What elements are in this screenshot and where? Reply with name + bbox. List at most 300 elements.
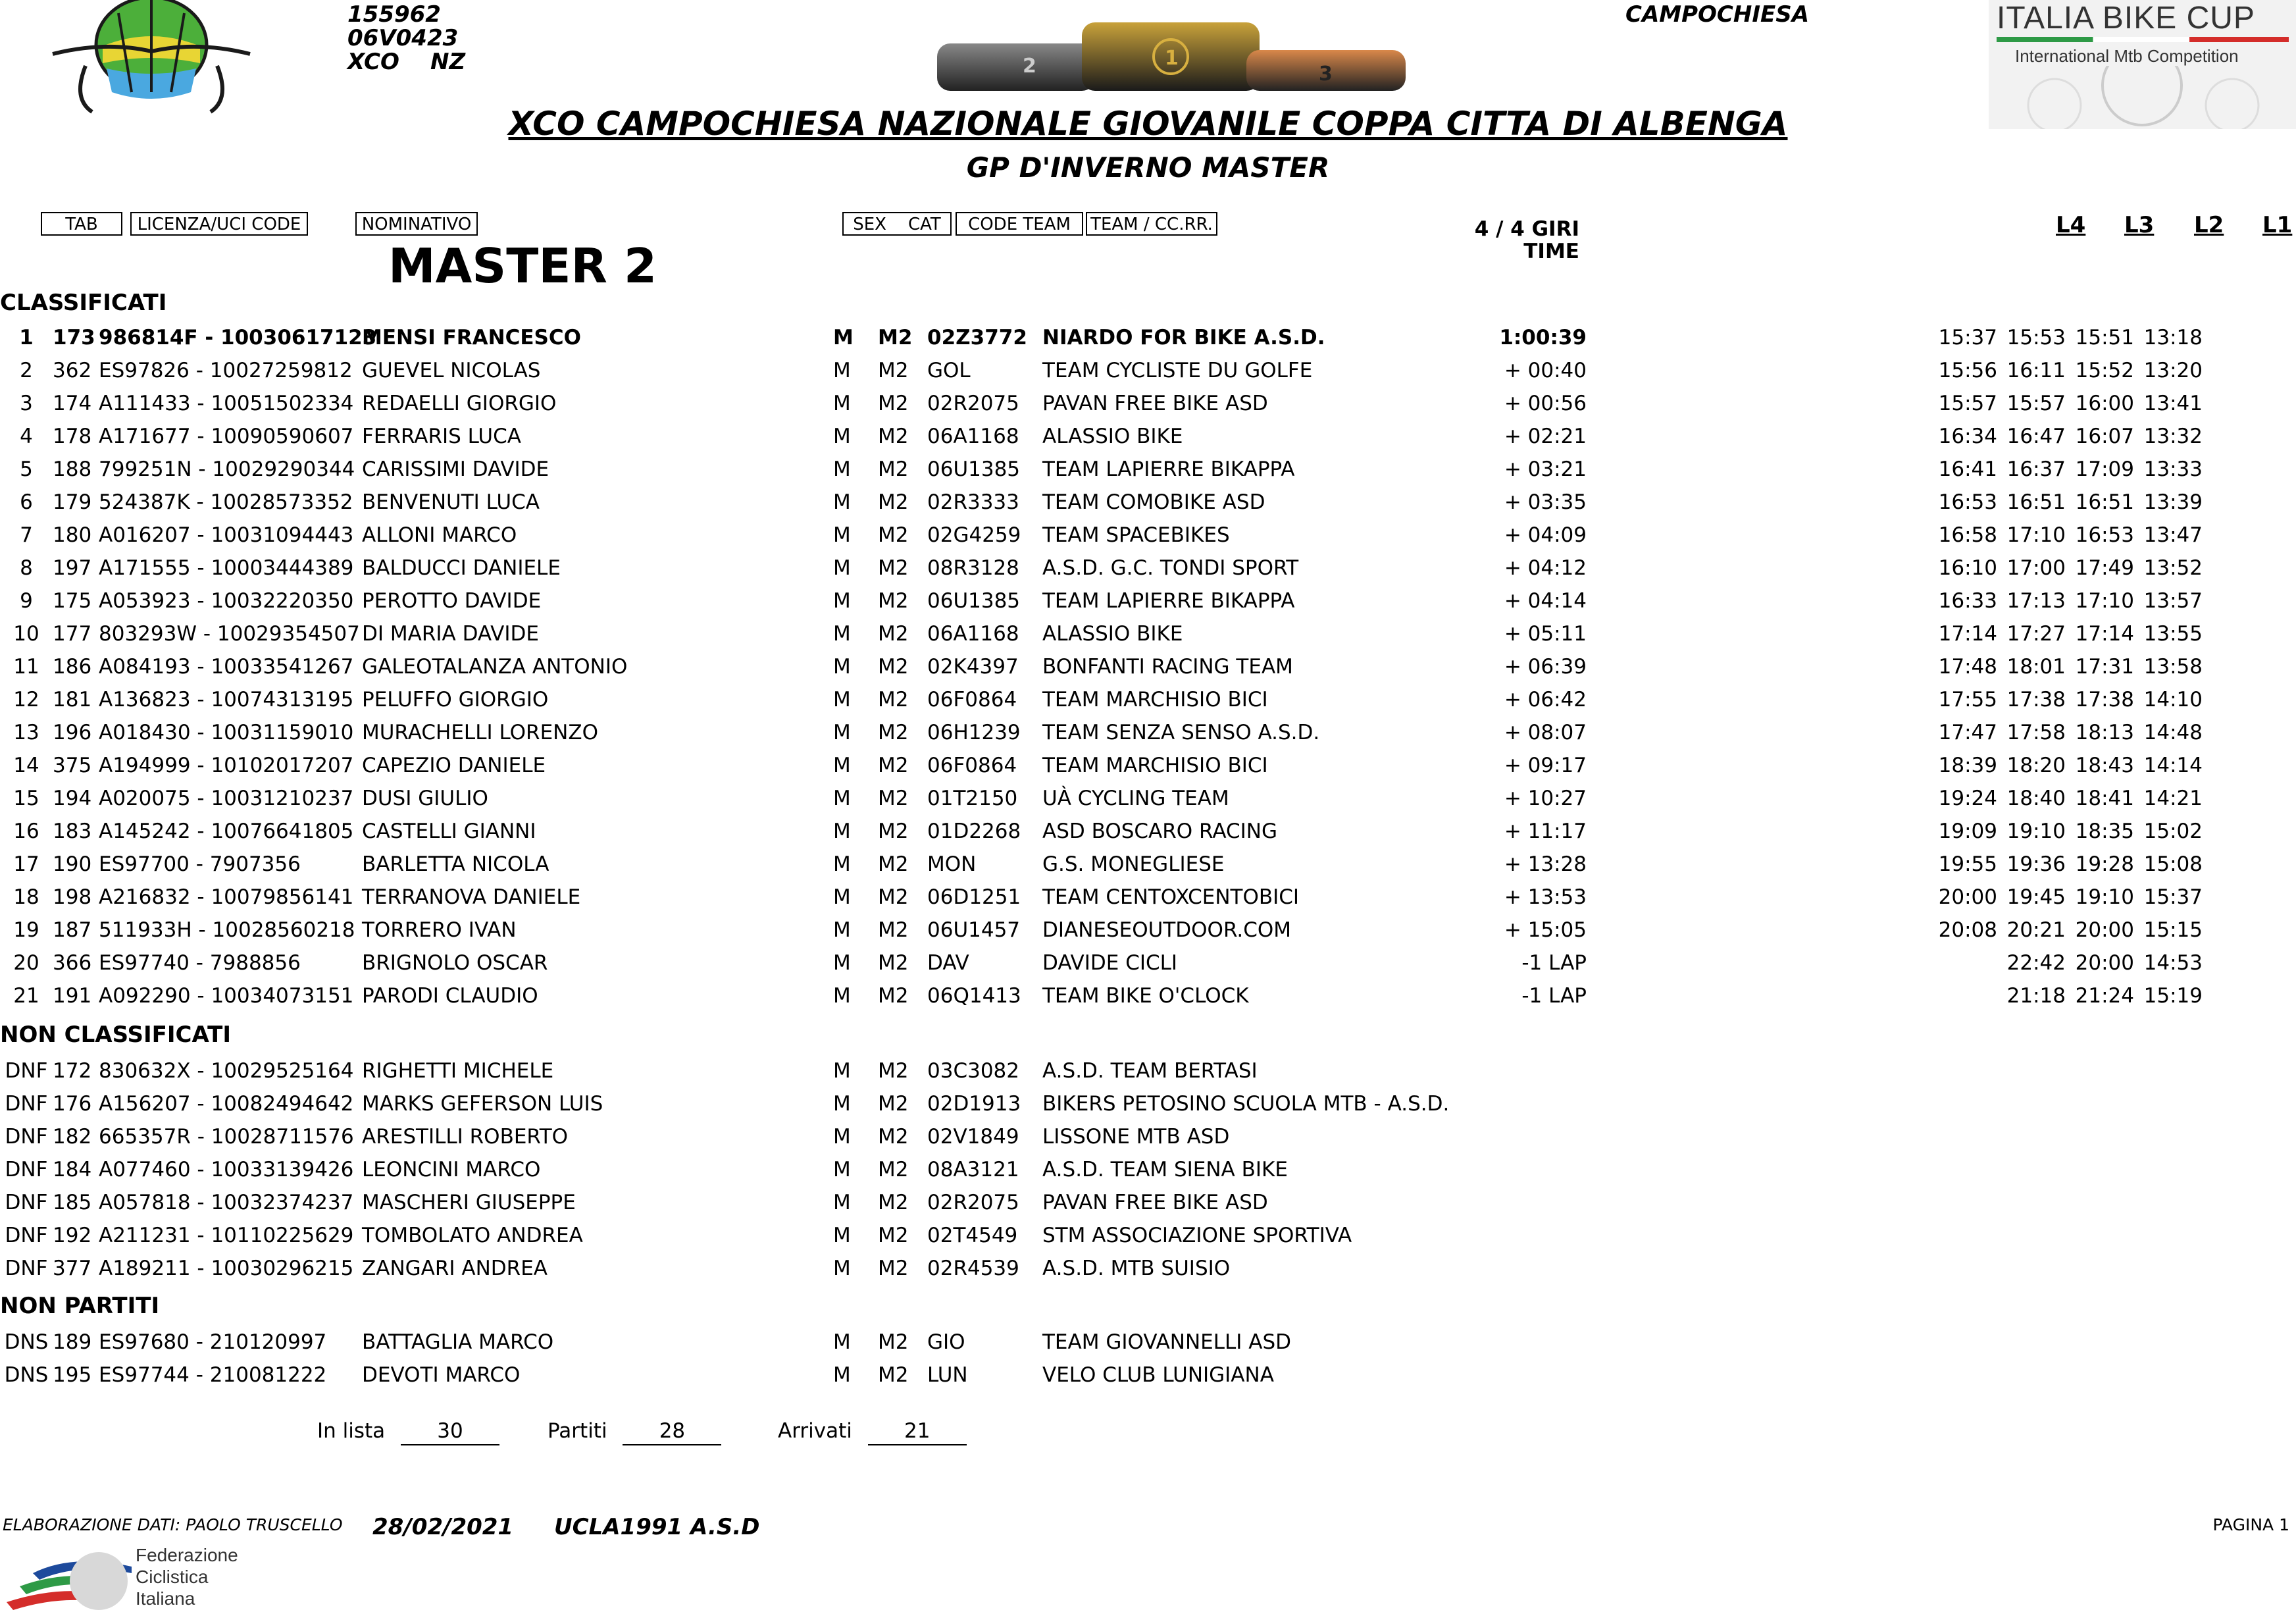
- lap-time: 17:47: [1938, 721, 1997, 744]
- rider-name: MENSI FRANCESCO: [362, 326, 581, 350]
- licence: A084193 - 10033541267: [99, 655, 354, 679]
- lap-time: 19:45: [2006, 885, 2066, 909]
- rider-name: BARLETTA NICOLA: [362, 852, 549, 876]
- position: 3: [20, 392, 33, 415]
- lap-time: 15:02: [2143, 819, 2203, 843]
- team-code: 06F0864: [927, 754, 1017, 777]
- sex: M: [833, 1257, 851, 1280]
- team-name: ALASSIO BIKE: [1042, 622, 1183, 646]
- position: 13: [13, 721, 39, 744]
- sex: M: [833, 1059, 851, 1083]
- team-name: TEAM CENTOXCENTOBICI: [1042, 885, 1300, 909]
- table-row: [0, 420, 2296, 453]
- table-row: [0, 1153, 2296, 1186]
- lap-time: 17:49: [2075, 556, 2134, 580]
- lap-time: 17:58: [2006, 721, 2066, 744]
- lap-time: 16:11: [2006, 359, 2066, 382]
- team-code: 01D2268: [927, 819, 1021, 843]
- lap-time: 13:55: [2143, 622, 2203, 646]
- category: M2: [878, 885, 909, 909]
- processing-credit: ELABORAZIONE DATI: PAOLO TRUSCELLO: [3, 1515, 343, 1534]
- position: 8: [20, 556, 33, 580]
- licence: A211231 - 10110225629: [99, 1224, 354, 1247]
- licence: A216832 - 10079856141: [99, 885, 354, 909]
- lap-time: 15:37: [2143, 885, 2203, 909]
- position: 10: [13, 622, 39, 646]
- lap-time: 15:56: [1938, 359, 1997, 382]
- rider-name: GALEOTALANZA ANTONIO: [362, 655, 628, 679]
- sex: M: [833, 490, 851, 514]
- level: NZ: [430, 49, 466, 75]
- category: M2: [878, 1125, 909, 1149]
- lap-time: 15:37: [1938, 326, 1997, 350]
- fci-line-1: Federazione: [136, 1545, 238, 1565]
- lap-time: 15:57: [2006, 392, 2066, 415]
- lap-time: 16:41: [1938, 457, 1997, 481]
- team-code: 02V1849: [927, 1125, 1019, 1149]
- position: DNF: [5, 1125, 48, 1149]
- position: 15: [13, 787, 39, 810]
- bib-number: 195: [53, 1363, 92, 1387]
- bib-number: 188: [53, 457, 92, 481]
- race-time: + 11:17: [1504, 819, 1587, 843]
- position: 19: [13, 918, 39, 942]
- lap-time: 21:18: [2006, 984, 2066, 1008]
- total-arrived: [778, 1418, 967, 1445]
- lap-time: 17:31: [2075, 655, 2134, 679]
- rider-name: CARISSIMI DAVIDE: [362, 457, 549, 481]
- sex: M: [833, 951, 851, 975]
- licence: A136823 - 10074313195: [99, 688, 354, 712]
- category: M2: [878, 622, 909, 646]
- team-code: 02G4259: [927, 523, 1021, 547]
- report-date: 28/02/2021: [372, 1514, 514, 1540]
- lap-time: 13:39: [2143, 490, 2203, 514]
- licence: ES97826 - 10027259812: [99, 359, 353, 382]
- team-name: UÀ CYCLING TEAM: [1042, 787, 1229, 810]
- bib-number: 366: [53, 951, 92, 975]
- lap-time: 16:10: [1938, 556, 1997, 580]
- category: M2: [878, 984, 909, 1008]
- team-code: 02K4397: [927, 655, 1019, 679]
- bib-number: 375: [53, 754, 92, 777]
- lap-time: 16:33: [1938, 589, 1997, 613]
- team-name: TEAM SENZA SENSO A.S.D.: [1042, 721, 1320, 744]
- team-name: LISSONE MTB ASD: [1042, 1125, 1230, 1149]
- section-classified: CLASSIFICATI: [0, 290, 167, 316]
- team-code: 02D1913: [927, 1092, 1021, 1116]
- laps-label: 4 / 4 GIRI: [1474, 217, 1579, 241]
- sex: M: [833, 852, 851, 876]
- licence: ES97700 - 7907356: [99, 852, 301, 876]
- race-time: -1 LAP: [1521, 951, 1587, 975]
- category: M2: [878, 1092, 909, 1116]
- lap-time: 18:43: [2075, 754, 2134, 777]
- lap-time: 13:33: [2143, 457, 2203, 481]
- sex: M: [833, 1125, 851, 1149]
- total-in-list: [317, 1418, 499, 1445]
- table-row: [0, 1087, 2296, 1120]
- sex: M: [833, 425, 851, 448]
- licence: A194999 - 10102017207: [99, 754, 354, 777]
- position: DNS: [4, 1330, 49, 1354]
- sex: M: [833, 754, 851, 777]
- race-time: + 13:28: [1504, 852, 1587, 876]
- lap-time: 14:53: [2143, 951, 2203, 975]
- sex: M: [833, 326, 854, 350]
- svg-text:2: 2: [1023, 55, 1036, 78]
- team-name: ALASSIO BIKE: [1042, 425, 1183, 448]
- bib-number: 362: [53, 359, 92, 382]
- team-code: 06F0864: [927, 688, 1017, 712]
- lap-time: 17:27: [2006, 622, 2066, 646]
- licence: ES97744 - 210081222: [99, 1363, 327, 1387]
- position: 5: [20, 457, 33, 481]
- col-licence: LICENZA/UCI CODE: [130, 212, 308, 236]
- lap-time: 15:51: [2075, 326, 2134, 350]
- position: 12: [13, 688, 39, 712]
- team-code: 06U1385: [927, 457, 1021, 481]
- table-row: [0, 881, 2296, 914]
- team-name: TEAM LAPIERRE BIKAPPA: [1042, 589, 1295, 613]
- col-name: NOMINATIVO: [355, 212, 478, 236]
- team-code: 02R3333: [927, 490, 1019, 514]
- lap-time: 13:47: [2143, 523, 2203, 547]
- team-code: 08A3121: [927, 1158, 1019, 1182]
- category: M2: [878, 951, 909, 975]
- race-time: + 06:39: [1504, 655, 1587, 679]
- italia-bike-cup-logo: ITALIA BIKE CUP International Mtb Competition: [1989, 0, 2296, 129]
- category: M2: [878, 326, 913, 350]
- bib-number: 198: [53, 885, 92, 909]
- bib-number: 184: [53, 1158, 92, 1182]
- team-name: BONFANTI RACING TEAM: [1042, 655, 1293, 679]
- lap-time: 15:53: [2006, 326, 2066, 350]
- table-row: [0, 914, 2296, 947]
- lap-time: 19:28: [2075, 852, 2134, 876]
- fci-logo: [7, 1544, 238, 1612]
- category: M2: [878, 754, 909, 777]
- col-team: TEAM / CC.RR.: [1086, 212, 1217, 236]
- race-time: 1:00:39: [1499, 326, 1587, 350]
- bib-number: 186: [53, 655, 92, 679]
- race-time: + 03:21: [1504, 457, 1587, 481]
- bib-number: 181: [53, 688, 92, 712]
- bib-number: 173: [53, 326, 95, 350]
- rider-name: MURACHELLI LORENZO: [362, 721, 598, 744]
- team-name: PAVAN FREE BIKE ASD: [1042, 392, 1268, 415]
- lap-time: 20:08: [1938, 918, 1997, 942]
- rider-name: CASTELLI GIANNI: [362, 819, 536, 843]
- arrived-label: Arrivati: [778, 1419, 852, 1443]
- lap-time: 17:00: [2006, 556, 2066, 580]
- table-row: [0, 749, 2296, 782]
- category: M2: [878, 1330, 909, 1354]
- lap-time: 14:21: [2143, 787, 2203, 810]
- table-row: [0, 519, 2296, 552]
- category: M2: [878, 556, 909, 580]
- rider-name: TERRANOVA DANIELE: [362, 885, 581, 909]
- bib-number: 190: [53, 852, 92, 876]
- sex: M: [833, 885, 851, 909]
- lap-time: 18:39: [1938, 754, 1997, 777]
- lap-time: 14:48: [2143, 721, 2203, 744]
- category: M2: [878, 1191, 909, 1214]
- started-label: Partiti: [548, 1419, 607, 1443]
- rider-name: TORRERO IVAN: [362, 918, 517, 942]
- table-row: [0, 979, 2296, 1012]
- licence: A053923 - 10032220350: [99, 589, 354, 613]
- team-code: MON: [927, 852, 977, 876]
- lap-time: 13:57: [2143, 589, 2203, 613]
- team-name: TEAM SPACEBIKES: [1042, 523, 1230, 547]
- lap-time: 19:09: [1938, 819, 1997, 843]
- lap-time: 14:14: [2143, 754, 2203, 777]
- position: DNF: [5, 1257, 48, 1280]
- sex: M: [833, 392, 851, 415]
- lap-time: 22:42: [2006, 951, 2066, 975]
- section-not-started: NON PARTITI: [0, 1293, 160, 1319]
- table-row: [0, 387, 2296, 420]
- category: M2: [878, 918, 909, 942]
- table-row: [0, 585, 2296, 617]
- sex: M: [833, 819, 851, 843]
- rider-name: PARODI CLAUDIO: [362, 984, 538, 1008]
- lap-time: 15:08: [2143, 852, 2203, 876]
- race-time: + 08:07: [1504, 721, 1587, 744]
- lap-time: 16:07: [2075, 425, 2134, 448]
- team-code: 03C3082: [927, 1059, 1019, 1083]
- team-name: A.S.D. TEAM SIENA BIKE: [1042, 1158, 1288, 1182]
- position: DNS: [4, 1363, 49, 1387]
- race-time: + 13:53: [1504, 885, 1587, 909]
- bib-number: 196: [53, 721, 92, 744]
- sex: M: [833, 655, 851, 679]
- table-row: [0, 716, 2296, 749]
- lap-time: 13:20: [2143, 359, 2203, 382]
- licence: 830632X - 10029525164: [99, 1059, 354, 1083]
- rider-name: GUEVEL NICOLAS: [362, 359, 541, 382]
- sex: M: [833, 1224, 851, 1247]
- position: 21: [13, 984, 39, 1008]
- rider-name: ZANGARI ANDREA: [362, 1257, 548, 1280]
- lap-time: 15:15: [2143, 918, 2203, 942]
- team-name: TEAM GIOVANNELLI ASD: [1042, 1330, 1292, 1354]
- licence: A020075 - 10031210237: [99, 787, 354, 810]
- lap-time: 18:20: [2006, 754, 2066, 777]
- category: M2: [878, 392, 909, 415]
- licence: A077460 - 10033139426: [99, 1158, 354, 1182]
- lap-time: 20:00: [2075, 918, 2134, 942]
- team-name: TEAM BIKE O'CLOCK: [1042, 984, 1249, 1008]
- sex: M: [833, 589, 851, 613]
- fci-line-3: Italiana: [136, 1588, 195, 1609]
- position: DNF: [5, 1224, 48, 1247]
- sex: M: [833, 556, 851, 580]
- category: M2: [878, 819, 909, 843]
- discipline: XCO: [347, 49, 399, 75]
- table-row: [0, 1219, 2296, 1252]
- lap-time: 15:19: [2143, 984, 2203, 1008]
- lap-time: 14:10: [2143, 688, 2203, 712]
- lap-time: 19:36: [2006, 852, 2066, 876]
- race-time: -1 LAP: [1521, 984, 1587, 1008]
- fci-line-2: Ciclistica: [136, 1567, 209, 1587]
- bib-number: 178: [53, 425, 92, 448]
- licence: 986814F - 10030617123: [99, 326, 377, 350]
- col-tab: TAB: [41, 212, 122, 236]
- licence: ES97680 - 210120997: [99, 1330, 327, 1354]
- sex: M: [833, 1158, 851, 1182]
- licence: A018430 - 10031159010: [99, 721, 354, 744]
- section-not-classified: NON CLASSIFICATI: [0, 1022, 232, 1048]
- category: M2: [878, 1363, 909, 1387]
- lap-time: 18:40: [2006, 787, 2066, 810]
- position: DNF: [5, 1191, 48, 1214]
- category: M2: [878, 589, 909, 613]
- lap-time: 17:55: [1938, 688, 1997, 712]
- category: M2: [878, 1059, 909, 1083]
- position: 20: [13, 951, 39, 975]
- position: 1: [19, 326, 34, 350]
- category: M2: [878, 1158, 909, 1182]
- lap-time: 18:01: [2006, 655, 2066, 679]
- team-code: 01T2150: [927, 787, 1018, 810]
- team-code: LUN: [927, 1363, 968, 1387]
- bib-number: 185: [53, 1191, 92, 1214]
- race-time: + 00:56: [1504, 392, 1587, 415]
- race-time: + 04:12: [1504, 556, 1587, 580]
- lap-time: 16:51: [2006, 490, 2066, 514]
- rider-name: PELUFFO GIORGIO: [362, 688, 549, 712]
- rider-name: PEROTTO DAVIDE: [362, 589, 542, 613]
- sex: M: [833, 1363, 851, 1387]
- category: M2: [878, 359, 909, 382]
- page-number: PAGINA 1: [2212, 1515, 2289, 1534]
- bib-number: 175: [53, 589, 92, 613]
- table-row: [0, 321, 2296, 354]
- position: 6: [20, 490, 33, 514]
- rider-name: BALDUCCI DANIELE: [362, 556, 561, 580]
- lap-time: 13:41: [2143, 392, 2203, 415]
- table-row: [0, 1252, 2296, 1285]
- svg-text:1: 1: [1165, 47, 1179, 70]
- table-row: [0, 486, 2296, 519]
- licence: A171555 - 10003444389: [99, 556, 354, 580]
- position: DNF: [5, 1092, 48, 1116]
- sex: M: [833, 1191, 851, 1214]
- table-row: [0, 1054, 2296, 1087]
- in-list-label: In lista: [317, 1419, 386, 1443]
- event-title: XCO CAMPOCHIESA NAZIONALE GIOVANILE COPPA CITTA DI ALBENGA: [508, 105, 1788, 143]
- rider-name: TOMBOLATO ANDREA: [362, 1224, 583, 1247]
- event-subtitle: GP D'INVERNO MASTER: [966, 151, 1330, 184]
- lap-time: 16:53: [1938, 490, 1997, 514]
- team-name: NIARDO FOR BIKE A.S.D.: [1042, 326, 1325, 350]
- race-time: + 03:35: [1504, 490, 1587, 514]
- sex: M: [833, 622, 851, 646]
- team-code: 08R3128: [927, 556, 1019, 580]
- lap-time: 17:14: [1938, 622, 1997, 646]
- table-row: [0, 1359, 2296, 1391]
- bib-number: 182: [53, 1125, 92, 1149]
- lap-time: 20:00: [2075, 951, 2134, 975]
- sex: M: [833, 1330, 851, 1354]
- col-lap-4: L4: [2056, 212, 2086, 238]
- lap-time: 16:53: [2075, 523, 2134, 547]
- licence: A189211 - 10030296215: [99, 1257, 354, 1280]
- position: 2: [20, 359, 33, 382]
- organizer: UCLA1991 A.S.D: [554, 1514, 760, 1540]
- total-started: [548, 1418, 721, 1445]
- lap-time: 13:52: [2143, 556, 2203, 580]
- sex: M: [833, 523, 851, 547]
- rider-name: ARESTILLI ROBERTO: [362, 1125, 569, 1149]
- team-code: GOL: [927, 359, 971, 382]
- team-code: DAV: [927, 951, 969, 975]
- rider-name: FERRARIS LUCA: [362, 425, 521, 448]
- table-row: [0, 1120, 2296, 1153]
- lap-time: 17:14: [2075, 622, 2134, 646]
- team-name: TEAM LAPIERRE BIKAPPA: [1042, 457, 1295, 481]
- col-lap-3: L3: [2124, 212, 2155, 238]
- rider-name: MARKS GEFERSON LUIS: [362, 1092, 603, 1116]
- lap-time: 16:47: [2006, 425, 2066, 448]
- rider-name: DUSI GIULIO: [362, 787, 488, 810]
- bib-number: 194: [53, 787, 92, 810]
- race-time: + 00:40: [1504, 359, 1587, 382]
- table-row: [0, 617, 2296, 650]
- licence: A171677 - 10090590607: [99, 425, 354, 448]
- licence: A145242 - 10076641805: [99, 819, 354, 843]
- bib-number: 197: [53, 556, 92, 580]
- lap-time: 18:41: [2075, 787, 2134, 810]
- svg-text:3: 3: [1319, 63, 1333, 86]
- rider-name: DEVOTI MARCO: [362, 1363, 521, 1387]
- bib-number: 176: [53, 1092, 92, 1116]
- race-time: + 06:42: [1504, 688, 1587, 712]
- team-name: BIKERS PETOSINO SCUOLA MTB - A.S.D.: [1042, 1092, 1450, 1116]
- position: 16: [13, 819, 39, 843]
- licence: 799251N - 10029290344: [99, 457, 355, 481]
- table-row: [0, 552, 2296, 585]
- lap-time: 15:52: [2075, 359, 2134, 382]
- bib-number: 183: [53, 819, 92, 843]
- lap-time: 19:10: [2075, 885, 2134, 909]
- team-name: G.S. MONEGLIESE: [1042, 852, 1225, 876]
- position: 14: [13, 754, 39, 777]
- category: M2: [878, 490, 909, 514]
- lap-time: 16:51: [2075, 490, 2134, 514]
- club-logo: [46, 0, 257, 118]
- category-title: MASTER 2: [388, 238, 657, 294]
- lap-time: 19:55: [1938, 852, 1997, 876]
- licence: A092290 - 10034073151: [99, 984, 354, 1008]
- sex: M: [833, 984, 851, 1008]
- race-time: + 04:14: [1504, 589, 1587, 613]
- rider-name: BENVENUTI LUCA: [362, 490, 540, 514]
- table-row: [0, 453, 2296, 486]
- bib-number: 177: [53, 622, 92, 646]
- lap-time: 19:24: [1938, 787, 1997, 810]
- race-time: + 05:11: [1504, 622, 1587, 646]
- table-row: [0, 848, 2296, 881]
- team-code: 06U1385: [927, 589, 1021, 613]
- bib-number: 187: [53, 918, 92, 942]
- sex: M: [833, 918, 851, 942]
- team-name: DAVIDE CICLI: [1042, 951, 1178, 975]
- sex: M: [833, 457, 851, 481]
